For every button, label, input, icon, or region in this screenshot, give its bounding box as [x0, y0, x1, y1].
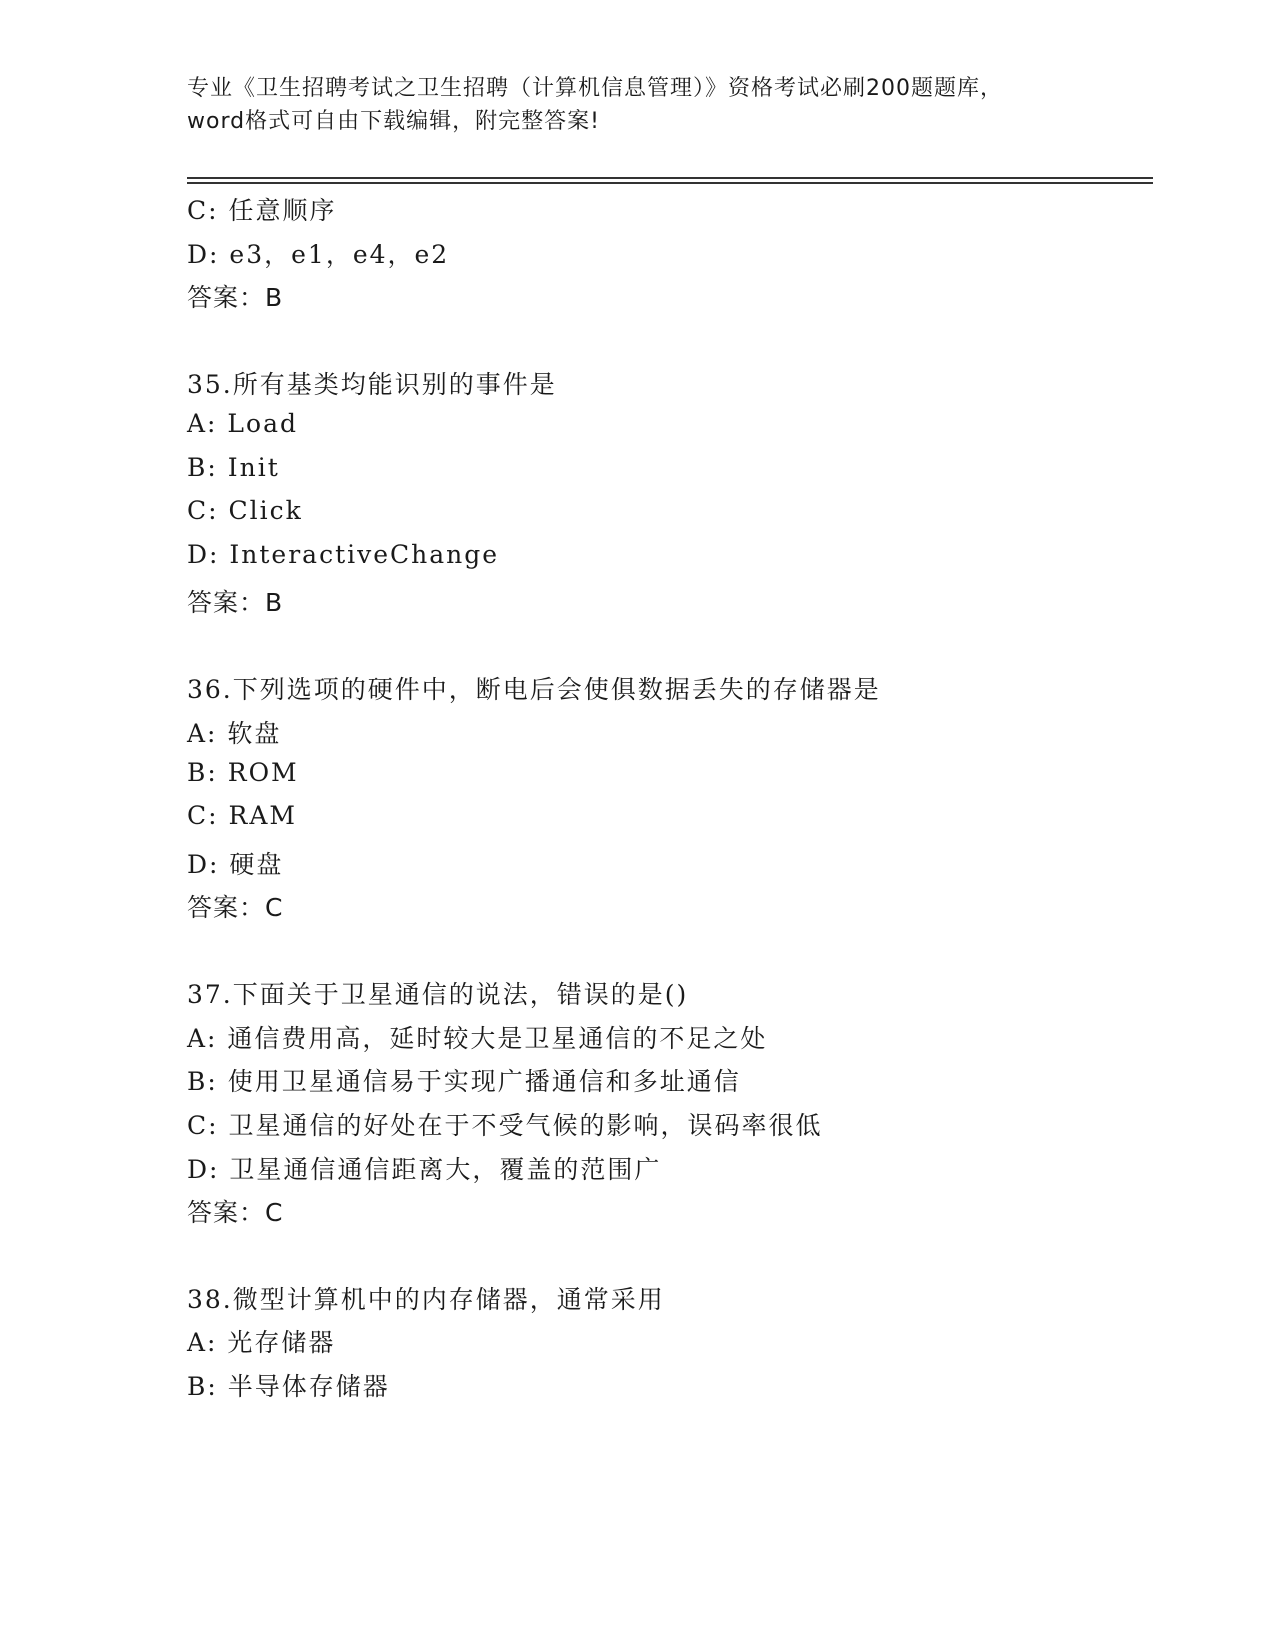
- option-a: A: 光存储器: [187, 1328, 336, 1357]
- option-c: C: RAM: [187, 801, 297, 830]
- answer-line: 答案：C: [187, 1198, 284, 1227]
- option-b: B: 半导体存储器: [187, 1372, 390, 1401]
- option-d: D: InteractiveChange: [187, 540, 500, 569]
- question-list: [187, 0, 1153, 1650]
- option-a: A: 软盘: [187, 719, 282, 748]
- option-a: A: Load: [187, 409, 298, 438]
- answer-line: 答案：C: [187, 893, 284, 922]
- option-c: C: 卫星通信的好处在于不受气候的影响，误码率很低: [187, 1111, 823, 1140]
- question-stem: 37.下面关于卫星通信的说法，错误的是(): [187, 980, 689, 1009]
- option-d: D: 卫星通信通信距离大，覆盖的范围广: [187, 1155, 662, 1184]
- option-a: A: 通信费用高，延时较大是卫星通信的不足之处: [187, 1024, 768, 1053]
- question-stem: 38.微型计算机中的内存储器，通常采用: [187, 1285, 665, 1314]
- option-d: D: e3，e1，e4，e2: [187, 240, 450, 269]
- question-stem: 35.所有基类均能识别的事件是: [187, 370, 557, 399]
- question-stem: 36.下列选项的硬件中，断电后会使俱数据丢失的存储器是: [187, 675, 881, 704]
- option-d: D: 硬盘: [187, 850, 284, 879]
- option-b: B: Init: [187, 453, 280, 482]
- header-title-line-1: 专业《卫生招聘考试之卫生招聘（计算机信息管理）》资格考试必刷200题题库，: [187, 76, 1003, 101]
- option-c: C: Click: [187, 496, 303, 525]
- answer-line: 答案：B: [187, 283, 284, 312]
- option-b: B: ROM: [187, 758, 299, 787]
- answer-line: 答案：B: [187, 588, 284, 617]
- header-title-line-2: word格式可自由下载编辑，附完整答案!: [187, 109, 600, 134]
- option-c: C: 任意顺序: [187, 196, 337, 225]
- option-b: B: 使用卫星通信易于实现广播通信和多址通信: [187, 1067, 741, 1096]
